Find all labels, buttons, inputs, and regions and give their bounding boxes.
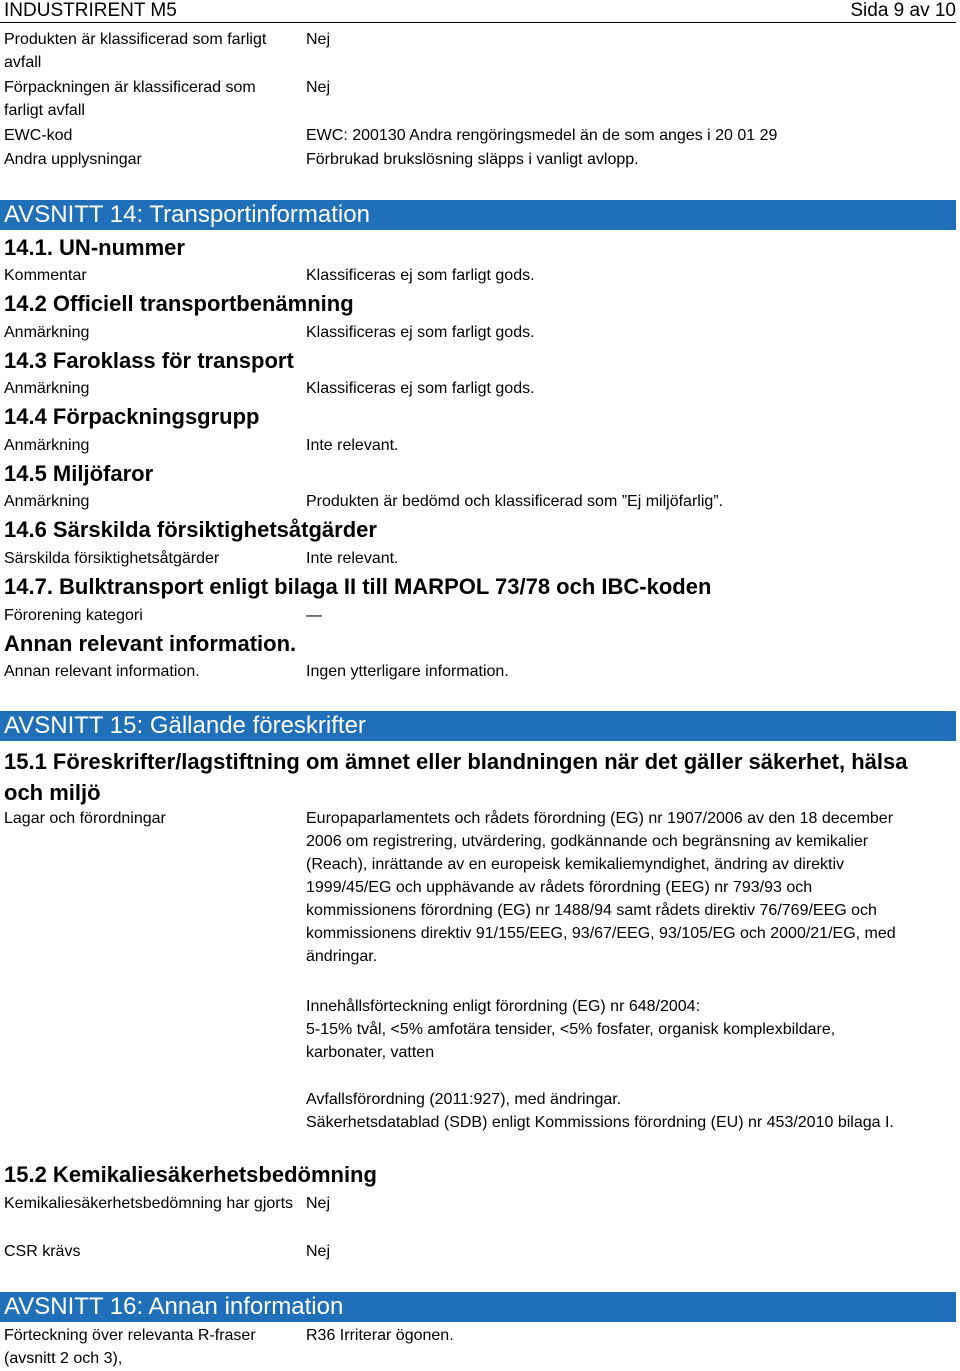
laws-para-3-line-1: Avfallsförordning (2011:927), med ändringar. <box>306 1091 622 1108</box>
label-csr-required: CSR krävs <box>4 1243 81 1260</box>
label-csa-done: Kemikaliesäkerhetsbedömning har gjorts <box>4 1195 294 1212</box>
page-number: Sida 9 av 10 <box>850 0 956 21</box>
heading-14-3: 14.3 Faroklass för transport <box>4 348 294 373</box>
value-14-2: Klassificeras ej som farligt gods. <box>306 324 535 341</box>
header-divider <box>0 22 956 23</box>
label-14-4: Anmärkning <box>4 437 90 454</box>
label-r-phrases: Förteckning över relevanta R-fraser (avsnitt 2 och 3), <box>4 1327 256 1367</box>
heading-15-1: 15.1 Föreskrifter/lagstiftning om ämnet eller blandningen när det gäller säkerhet, hälsa och miljö <box>4 749 908 805</box>
value-14-4: Inte relevant. <box>306 437 399 454</box>
label-14-5: Anmärkning <box>4 493 90 510</box>
value-ewc-code: EWC: 200130 Andra rengöringsmedel än de som anges i 20 01 29 <box>306 127 778 144</box>
label-14-6: Särskilda försiktighetsåtgärder <box>4 550 220 567</box>
section-15-title: AVSNITT 15: Gällande föreskrifter <box>4 712 366 739</box>
value-14-7: — <box>306 607 322 624</box>
label-14-3: Anmärkning <box>4 380 90 397</box>
value-other-info: Förbrukad brukslösning släpps i vanligt avlopp. <box>306 151 639 168</box>
section-15-header <box>0 711 956 741</box>
heading-15-2: 15.2 Kemikaliesäkerhetsbedömning <box>4 1162 377 1187</box>
product-name: INDUSTRIRENT M5 <box>4 0 177 21</box>
value-csr-required: Nej <box>306 1243 331 1260</box>
section-14-title: AVSNITT 14: Transportinformation <box>4 201 370 228</box>
value-14-6: Inte relevant. <box>306 550 399 567</box>
heading-14-4: 14.4 Förpackningsgrupp <box>4 404 260 429</box>
section-14-header <box>0 200 956 230</box>
value-14-3: Klassificeras ej som farligt gods. <box>306 380 535 397</box>
value-14-8: Ingen ytterligare information. <box>306 663 509 680</box>
heading-14-8: Annan relevant information. <box>4 631 297 656</box>
label-14-1: Kommentar <box>4 267 87 284</box>
value-14-1: Klassificeras ej som farligt gods. <box>306 267 535 284</box>
label-other-info: Andra upplysningar <box>4 151 142 168</box>
value-csa-done: Nej <box>306 1195 331 1212</box>
value-waste-product: Nej <box>306 31 331 48</box>
label-waste-product: Produkten är klassificerad som farligt avfall <box>4 31 267 71</box>
laws-para-2-line-1: Innehållsförteckning enligt förordning (EG) nr 648/2004: <box>306 998 701 1015</box>
value-r-phrases: R36 Irriterar ögonen. <box>306 1327 454 1344</box>
laws-para-3-line-2: Säkerhetsdatablad (SDB) enligt Kommissions förordning (EU) nr 453/2010 bilaga I. <box>306 1114 894 1131</box>
heading-14-5: 14.5 Miljöfaror <box>4 461 154 486</box>
laws-para-2-line-2: 5-15% tvål, <5% amfotära tensider, <5% fosfater, organisk komplexbildare, karbonater, vatten <box>306 1021 836 1061</box>
value-waste-packaging: Nej <box>306 79 331 96</box>
heading-14-1: 14.1. UN-nummer <box>4 235 185 260</box>
label-14-8: Annan relevant information. <box>4 663 200 680</box>
label-laws: Lagar och förordningar <box>4 810 166 827</box>
label-waste-packaging: Förpackningen är klassificerad som farligt avfall <box>4 79 256 119</box>
heading-14-7: 14.7. Bulktransport enligt bilaga II till MARPOL 73/78 och IBC-koden <box>4 574 712 599</box>
section-16-title: AVSNITT 16: Annan information <box>4 1293 344 1320</box>
label-14-2: Anmärkning <box>4 324 90 341</box>
value-14-5: Produkten är bedömd och klassificerad som ”Ej miljöfarlig”. <box>306 493 724 510</box>
label-ewc-code: EWC-kod <box>4 127 73 144</box>
laws-para-1: Europaparlamentets och rådets förordning (EG) nr 1907/2006 av den 18 december 2006 om registrering, utvärdering, godkännande och begränsning av kemikalier (Reach), inrättande av en europeisk kemikaliemyndighet, ändring av direktiv 1999/45/EG och upphävande av rådets förordning (EEG) nr 793/93 och kommissionens förordning (EG) nr 1488/94 samt rådets direktiv 76/769/EEG och kommissionens direktiv 91/155/EEG, 93/67/EEG, 93/105/EG och 2000/21/EG, med ändringar. <box>306 810 896 965</box>
heading-14-2: 14.2 Officiell transportbenämning <box>4 291 354 316</box>
label-14-7: Förorening kategori <box>4 607 143 624</box>
section-16-header <box>0 1292 956 1322</box>
heading-14-6: 14.6 Särskilda försiktighetsåtgärder <box>4 517 377 542</box>
